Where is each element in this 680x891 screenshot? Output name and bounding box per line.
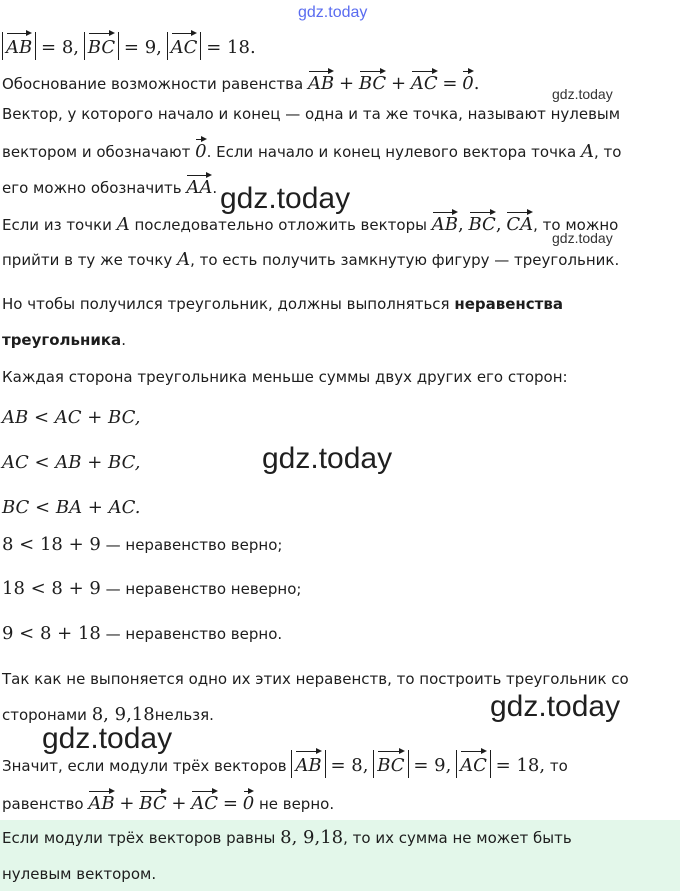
inequality: AC < AB + BC, xyxy=(2,452,141,473)
zero-vector: 0 xyxy=(195,138,206,162)
conclusion-line: Если модули трёх векторов равны 8, 9,18, то их сумма не может быть xyxy=(2,827,572,848)
paragraph-line: Каждая сторона треугольника меньше суммы двух других его сторон: xyxy=(2,368,568,386)
watermark: gdz.today xyxy=(490,690,621,723)
vector-bc: BC xyxy=(469,211,496,235)
vector-ac: AC xyxy=(460,750,487,778)
watermark: gdz.today xyxy=(298,4,368,21)
paragraph-line: Если из точки A последовательно отложить векторы AB, BC, CA, то можно xyxy=(2,211,618,235)
vector-ab: AB xyxy=(295,750,321,778)
paragraph-line: Но чтобы получился треугольник, должны выполняться неравенства xyxy=(2,295,563,313)
vector-ab: AB xyxy=(88,790,114,814)
vector-ac: AC xyxy=(411,70,438,94)
paragraph-line: прийти в ту же точку A, то есть получить замкнутую фигуру — треугольник. xyxy=(2,249,620,270)
vector-bc: BC xyxy=(359,70,386,94)
vector-ab: AB xyxy=(308,70,334,94)
inequality: AB < AC + BC, xyxy=(2,407,141,428)
watermark: gdz.today xyxy=(42,722,173,755)
vector-moduli-line: AB = 8, BC = 9, AC = 18. xyxy=(2,32,256,60)
zero-vector: 0 xyxy=(462,70,473,94)
vector-ab: AB xyxy=(6,32,32,60)
zero-vector: 0 xyxy=(243,790,254,814)
vector-ab: AB xyxy=(432,211,458,235)
vector-bc: BC xyxy=(139,790,166,814)
paragraph-line: вектором и обозначают 0. Если начало и конец нулевого вектора точка A, то xyxy=(2,138,621,162)
paragraph-line: сторонами 8, 9,18нельзя. xyxy=(2,704,214,725)
inequality: BC < BA + AC. xyxy=(2,497,141,518)
inequality-check: 9 < 8 + 18 — неравенство верно. xyxy=(2,623,283,644)
inequality-check: 8 < 18 + 9 — неравенство верно; xyxy=(2,534,283,555)
paragraph-line: треугольника. xyxy=(2,331,126,349)
watermark: gdz.today xyxy=(220,182,351,215)
watermark: gdz.today xyxy=(262,442,393,475)
paragraph-line: Значит, если модули трёх векторов AB = 8, BC = 9, AC = 18, то xyxy=(2,750,568,778)
vector-bc: BC xyxy=(377,750,404,778)
vector-aa: AA xyxy=(186,174,212,198)
vector-ac: AC xyxy=(191,790,218,814)
vector-ca: CA xyxy=(506,211,533,235)
watermark: gdz.today xyxy=(552,86,613,102)
paragraph-line: равенство AB + BC + AC = 0 не верно. xyxy=(2,790,334,814)
justification-line: Обоснование возможности равенства AB + BC + AC = 0. xyxy=(2,70,479,94)
vector-ac: AC xyxy=(171,32,198,60)
paragraph-line: Вектор, у которого начало и конец — одна и та же точка, называют нулевым xyxy=(2,105,621,123)
conclusion-line: нулевым вектором. xyxy=(2,865,157,883)
watermark: gdz.today xyxy=(552,230,613,246)
vector-bc: BC xyxy=(88,32,115,60)
inequality-check: 18 < 8 + 9 — неравенство неверно; xyxy=(2,578,302,599)
paragraph-line: его можно обозначить AA. xyxy=(2,174,217,198)
paragraph-line: Так как не выпоняется одно их этих неравенств, то построить треугольник со xyxy=(2,670,629,688)
